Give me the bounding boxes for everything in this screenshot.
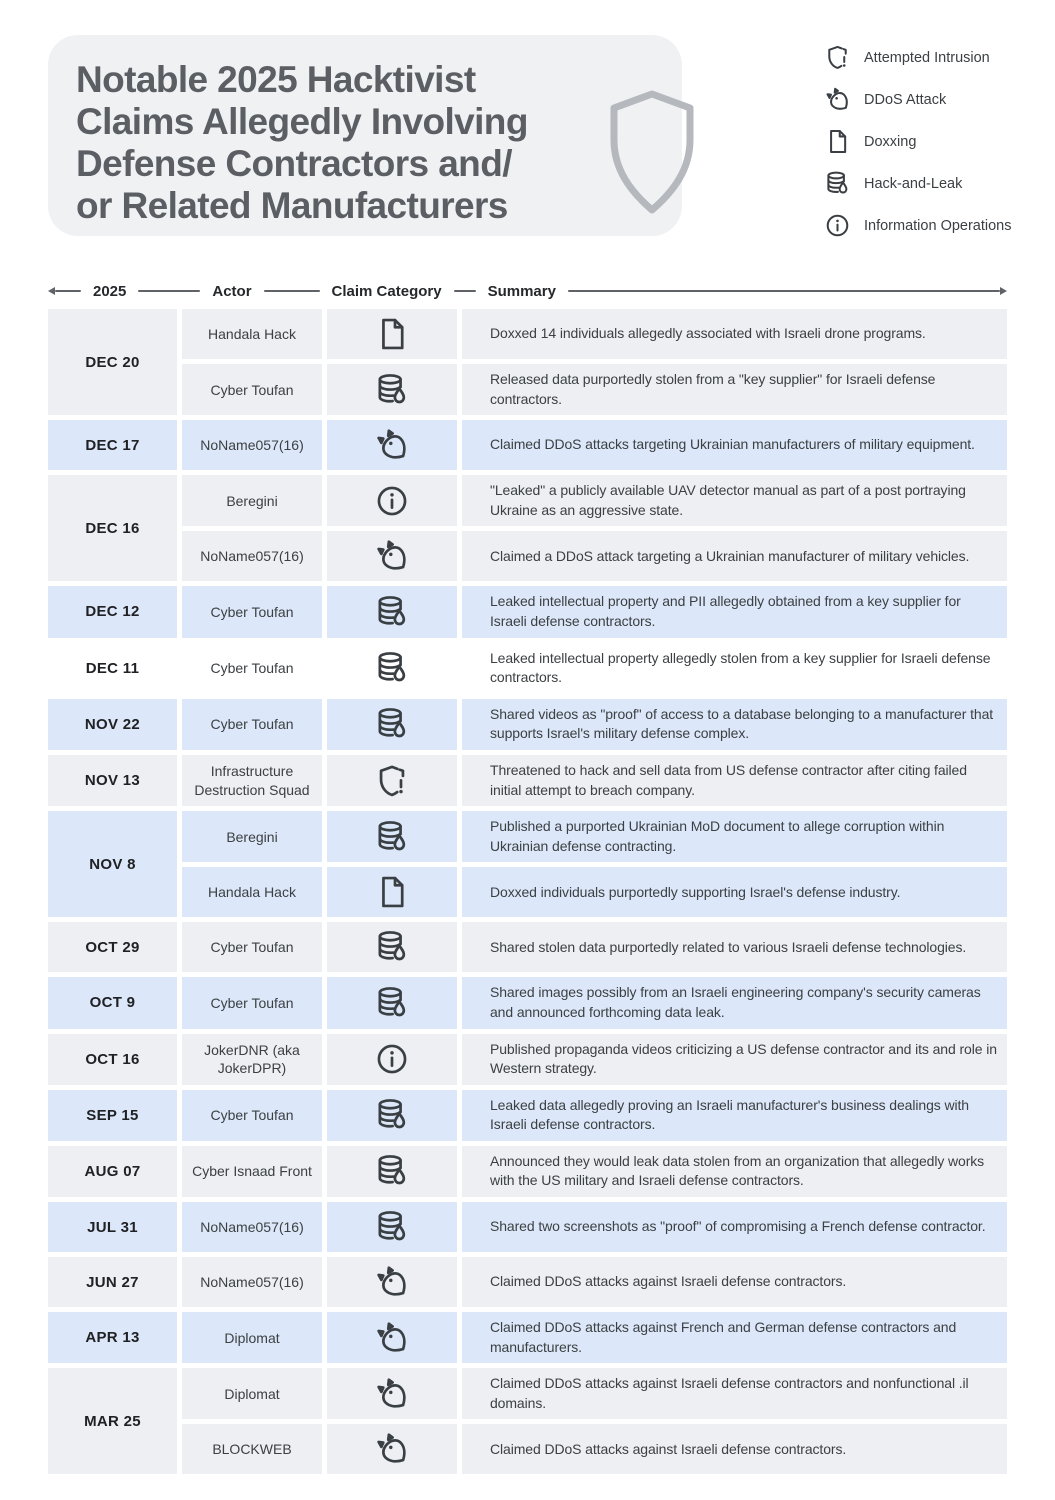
date-cell: APR 13 bbox=[48, 1312, 177, 1363]
category-cell bbox=[327, 475, 457, 526]
hack-and-leak-icon bbox=[374, 594, 410, 630]
category-cell bbox=[327, 1424, 457, 1474]
summary-cell bbox=[462, 420, 1007, 470]
summary-cell bbox=[462, 1424, 1007, 1474]
doxxing-icon bbox=[824, 128, 851, 155]
timeline-line bbox=[264, 290, 320, 292]
actor-cell: Cyber Toufan bbox=[182, 643, 322, 694]
table-group bbox=[48, 977, 1007, 1028]
hack-and-leak-icon bbox=[374, 985, 410, 1021]
legend-item bbox=[824, 42, 1012, 73]
actor-cell: Beregini bbox=[182, 811, 322, 862]
category-cell bbox=[327, 922, 457, 972]
legend-item bbox=[824, 210, 1012, 241]
summary-cell bbox=[462, 867, 1007, 917]
summary-text: Announced they would leak data stolen from an organization that allegedly works with the US military and Israeli defense contractors. bbox=[490, 1152, 985, 1189]
table-group bbox=[48, 586, 1007, 637]
legend-label: Attempted Intrusion bbox=[864, 49, 990, 66]
actor-cell: BLOCKWEB bbox=[182, 1424, 322, 1474]
date-cell: NOV 13 bbox=[48, 755, 177, 806]
actor-cell: Diplomat bbox=[182, 1312, 322, 1363]
category-cell bbox=[327, 1034, 457, 1085]
category-cell bbox=[327, 1368, 457, 1419]
actor-cell: JokerDNR (aka JokerDPR) bbox=[182, 1034, 322, 1085]
hack-and-leak-icon bbox=[374, 1153, 410, 1189]
legend-label: DDoS Attack bbox=[864, 91, 947, 108]
summary-text: Doxxed 14 individuals allegedly associated with Israeli drone programs. bbox=[490, 325, 926, 342]
doxxing-icon bbox=[374, 874, 410, 910]
information-operations-icon bbox=[374, 483, 410, 519]
shield-icon bbox=[602, 87, 702, 217]
timeline-line bbox=[454, 290, 476, 292]
summary-cell bbox=[462, 1090, 1007, 1141]
summary-cell bbox=[462, 699, 1007, 750]
ddos-attack-icon bbox=[824, 86, 851, 113]
summary-text: Shared videos as "proof" of access to a database belonging to a manufacturer that supports Israel's military defense complex. bbox=[490, 705, 994, 742]
summary-text: Claimed a DDoS attack targeting a Ukrainian manufacturer of military vehicles. bbox=[490, 547, 970, 564]
actor-cell: Handala Hack bbox=[182, 309, 322, 359]
date-cell: NOV 8 bbox=[48, 811, 177, 917]
hack-and-leak-icon bbox=[824, 170, 851, 197]
column-header-claim-category: Claim Category bbox=[331, 282, 442, 300]
actor-cell: Handala Hack bbox=[182, 867, 322, 917]
category-cell bbox=[327, 867, 457, 917]
category-cell bbox=[327, 1257, 457, 1307]
category-cell bbox=[327, 1090, 457, 1141]
summary-cell bbox=[462, 1146, 1007, 1197]
doxxing-icon bbox=[374, 316, 410, 352]
summary-cell bbox=[462, 977, 1007, 1028]
table-group bbox=[48, 1368, 1007, 1474]
category-cell bbox=[327, 643, 457, 694]
actor-cell: Cyber Toufan bbox=[182, 364, 322, 415]
legend-item bbox=[824, 168, 1012, 199]
category-cell bbox=[327, 811, 457, 862]
page-title-line: Notable 2025 Hacktivist bbox=[76, 59, 476, 100]
claims-table bbox=[48, 309, 1007, 1474]
summary-text: Leaked intellectual property allegedly stolen from a key supplier for Israeli defense contractors. bbox=[490, 649, 991, 686]
timeline-line bbox=[138, 290, 200, 292]
summary-cell bbox=[462, 586, 1007, 637]
summary-text: Published propaganda videos criticizing a US defense contractor and its and role in Western strategy. bbox=[490, 1040, 997, 1077]
information-operations-icon bbox=[824, 212, 851, 239]
actor-cell: Cyber Isnaad Front bbox=[182, 1146, 322, 1197]
table-group bbox=[48, 1146, 1007, 1197]
table-group bbox=[48, 922, 1007, 972]
timeline-line bbox=[568, 290, 1000, 292]
page-title-line: Claims Allegedly Involving bbox=[76, 101, 528, 142]
date-cell: JUN 27 bbox=[48, 1257, 177, 1307]
actor-cell: Cyber Toufan bbox=[182, 586, 322, 637]
summary-text: Threatened to hack and sell data from US defense contractor after citing failed initial attempt to breach company. bbox=[490, 761, 967, 798]
summary-cell bbox=[462, 1202, 1007, 1252]
table-group bbox=[48, 1257, 1007, 1307]
actor-cell: NoName057(16) bbox=[182, 1202, 322, 1252]
summary-text: Doxxed individuals purportedly supporting Israel's defense industry. bbox=[490, 883, 901, 900]
legend bbox=[824, 42, 1012, 241]
date-cell: SEP 15 bbox=[48, 1090, 177, 1141]
date-cell: OCT 9 bbox=[48, 977, 177, 1028]
title-box bbox=[48, 35, 682, 236]
information-operations-icon bbox=[374, 1041, 410, 1077]
summary-text: Leaked intellectual property and PII allegedly obtained from a key supplier for Israeli defense contractors. bbox=[490, 593, 961, 629]
attempted-intrusion-icon bbox=[824, 44, 851, 71]
table-group bbox=[48, 811, 1007, 917]
summary-cell bbox=[462, 811, 1007, 862]
actor-cell: Beregini bbox=[182, 475, 322, 526]
summary-cell bbox=[462, 309, 1007, 359]
ddos-attack-icon bbox=[374, 538, 410, 574]
column-header-summary: Summary bbox=[487, 282, 556, 300]
actor-cell: Diplomat bbox=[182, 1368, 322, 1419]
summary-cell bbox=[462, 922, 1007, 972]
actor-cell: Cyber Toufan bbox=[182, 977, 322, 1028]
hack-and-leak-icon bbox=[374, 650, 410, 686]
date-cell: DEC 17 bbox=[48, 420, 177, 470]
summary-text: Released data purportedly stolen from a "key supplier" for Israeli defense contractors. bbox=[490, 371, 936, 407]
date-cell: AUG 07 bbox=[48, 1146, 177, 1197]
summary-text: Claimed DDoS attacks against Israeli defense contractors. bbox=[490, 1273, 847, 1290]
table-group bbox=[48, 1202, 1007, 1252]
table-group bbox=[48, 1312, 1007, 1363]
timeline-arrow-right-icon bbox=[1000, 287, 1007, 295]
hack-and-leak-icon bbox=[374, 706, 410, 742]
category-cell bbox=[327, 1312, 457, 1363]
actor-cell: Infrastructure Destruction Squad bbox=[182, 755, 322, 806]
summary-cell bbox=[462, 531, 1007, 581]
date-cell: JUL 31 bbox=[48, 1202, 177, 1252]
actor-cell: NoName057(16) bbox=[182, 1257, 322, 1307]
ddos-attack-icon bbox=[374, 1320, 410, 1356]
table-group bbox=[48, 643, 1007, 694]
category-cell bbox=[327, 531, 457, 581]
summary-cell bbox=[462, 475, 1007, 526]
category-cell bbox=[327, 420, 457, 470]
table-group bbox=[48, 1090, 1007, 1141]
legend-label: Information Operations bbox=[864, 217, 1012, 234]
timeline-header bbox=[48, 282, 1007, 300]
actor-cell: Cyber Toufan bbox=[182, 1090, 322, 1141]
summary-text: Claimed DDoS attacks against Israeli defense contractors and nonfunctional .il domains. bbox=[490, 1375, 969, 1411]
summary-cell bbox=[462, 364, 1007, 415]
hack-and-leak-icon bbox=[374, 372, 410, 408]
summary-cell bbox=[462, 1257, 1007, 1307]
timeline-line bbox=[55, 290, 81, 292]
ddos-attack-icon bbox=[374, 1376, 410, 1412]
date-cell: DEC 20 bbox=[48, 309, 177, 415]
table-group bbox=[48, 699, 1007, 750]
legend-item bbox=[824, 84, 1012, 115]
category-cell bbox=[327, 1146, 457, 1197]
summary-text: Claimed DDoS attacks targeting Ukrainian manufacturers of military equipment. bbox=[490, 436, 975, 453]
actor-cell: Cyber Toufan bbox=[182, 922, 322, 972]
date-cell: DEC 16 bbox=[48, 475, 177, 581]
timeline-arrow-left-icon bbox=[48, 287, 55, 295]
ddos-attack-icon bbox=[374, 1264, 410, 1300]
actor-cell: NoName057(16) bbox=[182, 420, 322, 470]
page-title-line: Defense Contractors and/ bbox=[76, 143, 512, 184]
page-title bbox=[48, 35, 682, 227]
ddos-attack-icon bbox=[374, 1431, 410, 1467]
category-cell bbox=[327, 755, 457, 806]
summary-cell bbox=[462, 1312, 1007, 1363]
legend-item bbox=[824, 126, 1012, 157]
summary-cell bbox=[462, 755, 1007, 806]
category-cell bbox=[327, 977, 457, 1028]
summary-text: Shared images possibly from an Israeli engineering company's security cameras and announced forthcoming data leak. bbox=[490, 984, 981, 1020]
category-cell bbox=[327, 309, 457, 359]
date-cell: OCT 29 bbox=[48, 922, 177, 972]
legend-label: Hack-and-Leak bbox=[864, 175, 963, 192]
actor-cell: NoName057(16) bbox=[182, 531, 322, 581]
table-group bbox=[48, 420, 1007, 470]
summary-text: Claimed DDoS attacks against French and German defense contractors and manufacturers. bbox=[490, 1319, 957, 1355]
category-cell bbox=[327, 1202, 457, 1252]
hack-and-leak-icon bbox=[374, 1209, 410, 1245]
summary-cell bbox=[462, 1368, 1007, 1419]
column-header-year: 2025 bbox=[93, 282, 127, 300]
date-cell: MAR 25 bbox=[48, 1368, 177, 1474]
table-group bbox=[48, 475, 1007, 581]
category-cell bbox=[327, 699, 457, 750]
summary-text: Shared stolen data purportedly related to various Israeli defense technologies. bbox=[490, 938, 967, 955]
date-cell: DEC 12 bbox=[48, 586, 177, 637]
table-group bbox=[48, 755, 1007, 806]
summary-text: Shared two screenshots as "proof" of compromising a French defense contractor. bbox=[490, 1218, 986, 1235]
hack-and-leak-icon bbox=[374, 929, 410, 965]
summary-cell bbox=[462, 1034, 1007, 1085]
category-cell bbox=[327, 586, 457, 637]
date-cell: DEC 11 bbox=[48, 643, 177, 694]
table-group bbox=[48, 1034, 1007, 1085]
category-cell bbox=[327, 364, 457, 415]
summary-text: Leaked data allegedly proving an Israeli manufacturer's business dealings with Israeli defense contractors. bbox=[490, 1096, 969, 1133]
hack-and-leak-icon bbox=[374, 1097, 410, 1133]
summary-text: "Leaked" a publicly available UAV detector manual as part of a post portraying Ukraine as an aggressive state. bbox=[490, 482, 966, 518]
page-title-line: or Related Manufacturers bbox=[76, 185, 508, 226]
legend-label: Doxxing bbox=[864, 133, 917, 150]
date-cell: OCT 16 bbox=[48, 1034, 177, 1085]
hack-and-leak-icon bbox=[374, 819, 410, 855]
summary-cell bbox=[462, 643, 1007, 694]
actor-cell: Cyber Toufan bbox=[182, 699, 322, 750]
attempted-intrusion-icon bbox=[374, 763, 410, 799]
summary-text: Published a purported Ukrainian MoD document to allege corruption within Ukrainian defense contracting. bbox=[490, 818, 945, 854]
summary-text: Claimed DDoS attacks against Israeli defense contractors. bbox=[490, 1440, 847, 1457]
date-cell: NOV 22 bbox=[48, 699, 177, 750]
table-group bbox=[48, 309, 1007, 415]
ddos-attack-icon bbox=[374, 427, 410, 463]
column-header-actor: Actor bbox=[212, 282, 252, 300]
